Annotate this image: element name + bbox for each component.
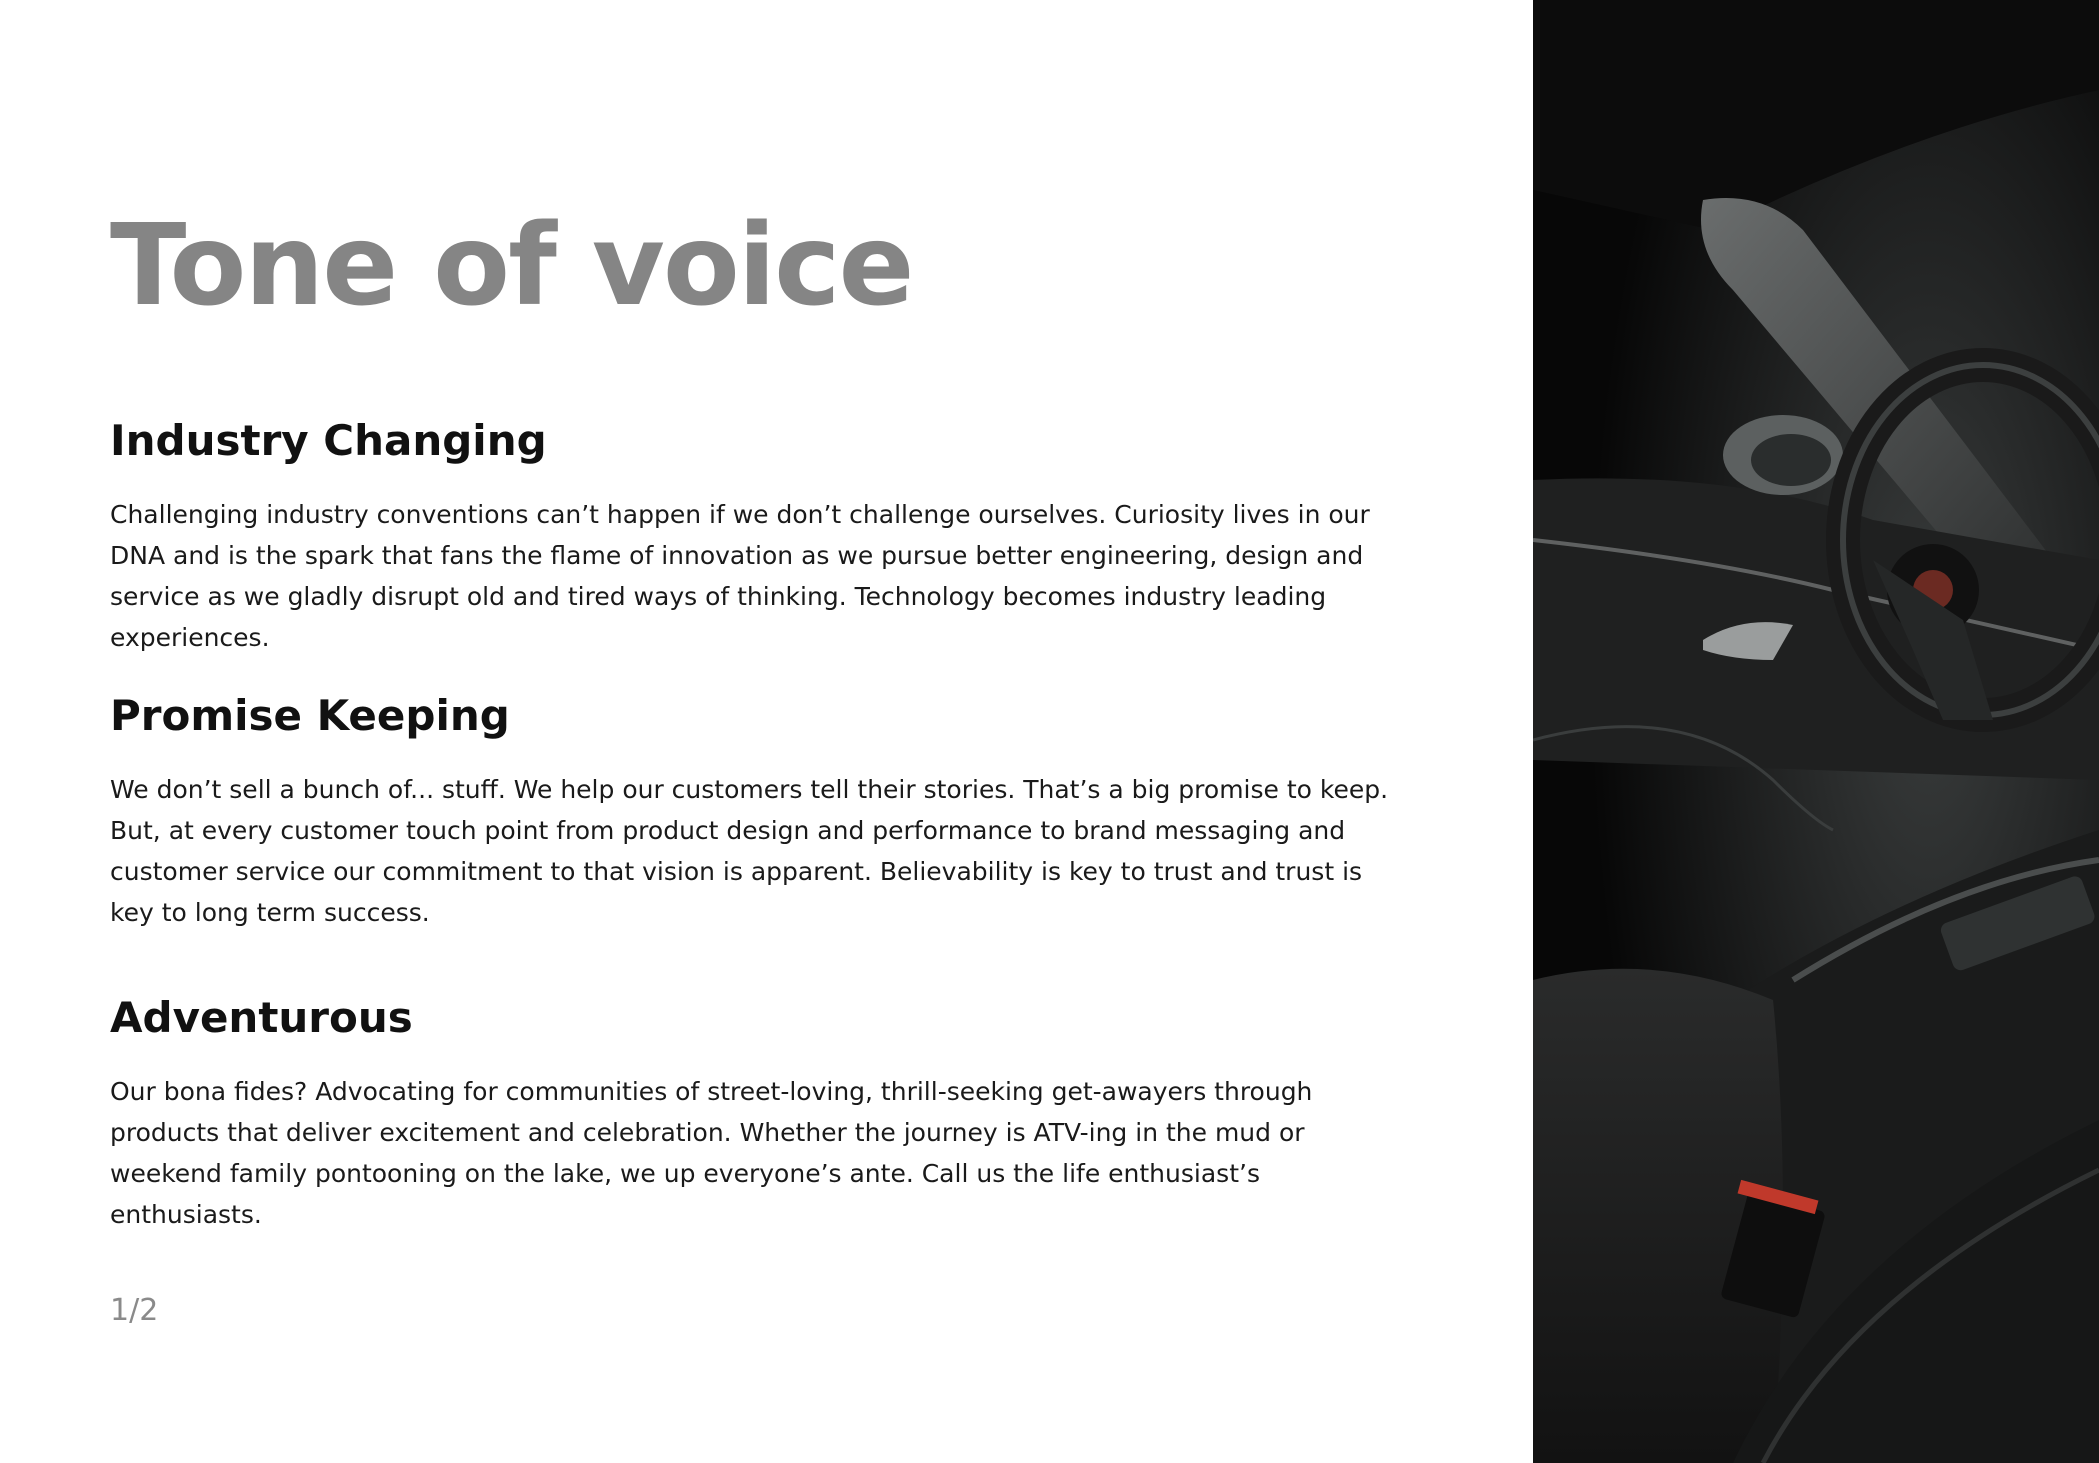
section-heading: Adventurous	[110, 993, 413, 1042]
section-body: We don’t sell a bunch of... stuff. We help our customers tell their stories. That’s a big promise to keep. But, at every customer touch point from product design and performance to brand messaging and customer service our commitment to that vision is apparent. Believability is key to trust and trust is key to long term success.	[110, 775, 1389, 928]
page-number: 1/2	[110, 1293, 159, 1328]
section-adventurous	[110, 993, 1400, 1235]
car-interior-photo	[1533, 0, 2099, 1463]
section-promise-keeping	[110, 691, 1400, 933]
text-column	[110, 0, 1390, 1463]
section-industry-changing	[110, 416, 1400, 658]
section-heading: Promise Keeping	[110, 691, 510, 740]
section-heading: Industry Changing	[110, 416, 547, 465]
section-body: Our bona fides? Advocating for communities of street-loving, thrill-seeking get-awayers through products that deliver excitement and celebration. Whether the journey is ATV-ing in the mud or weekend family pontooning on the lake, we up everyone’s ante. Call us the life enthusiast’s enthusiasts.	[110, 1077, 1313, 1230]
section-body: Challenging industry conventions can’t happen if we don’t challenge ourselves. Curiosity lives in our DNA and is the spark that fans the flame of innovation as we pursue better engineering, design and service as we gladly disrupt old and tired ways of thinking. Technology becomes industry leading experiences.	[110, 500, 1370, 653]
page-title: Tone of voice	[110, 201, 913, 331]
